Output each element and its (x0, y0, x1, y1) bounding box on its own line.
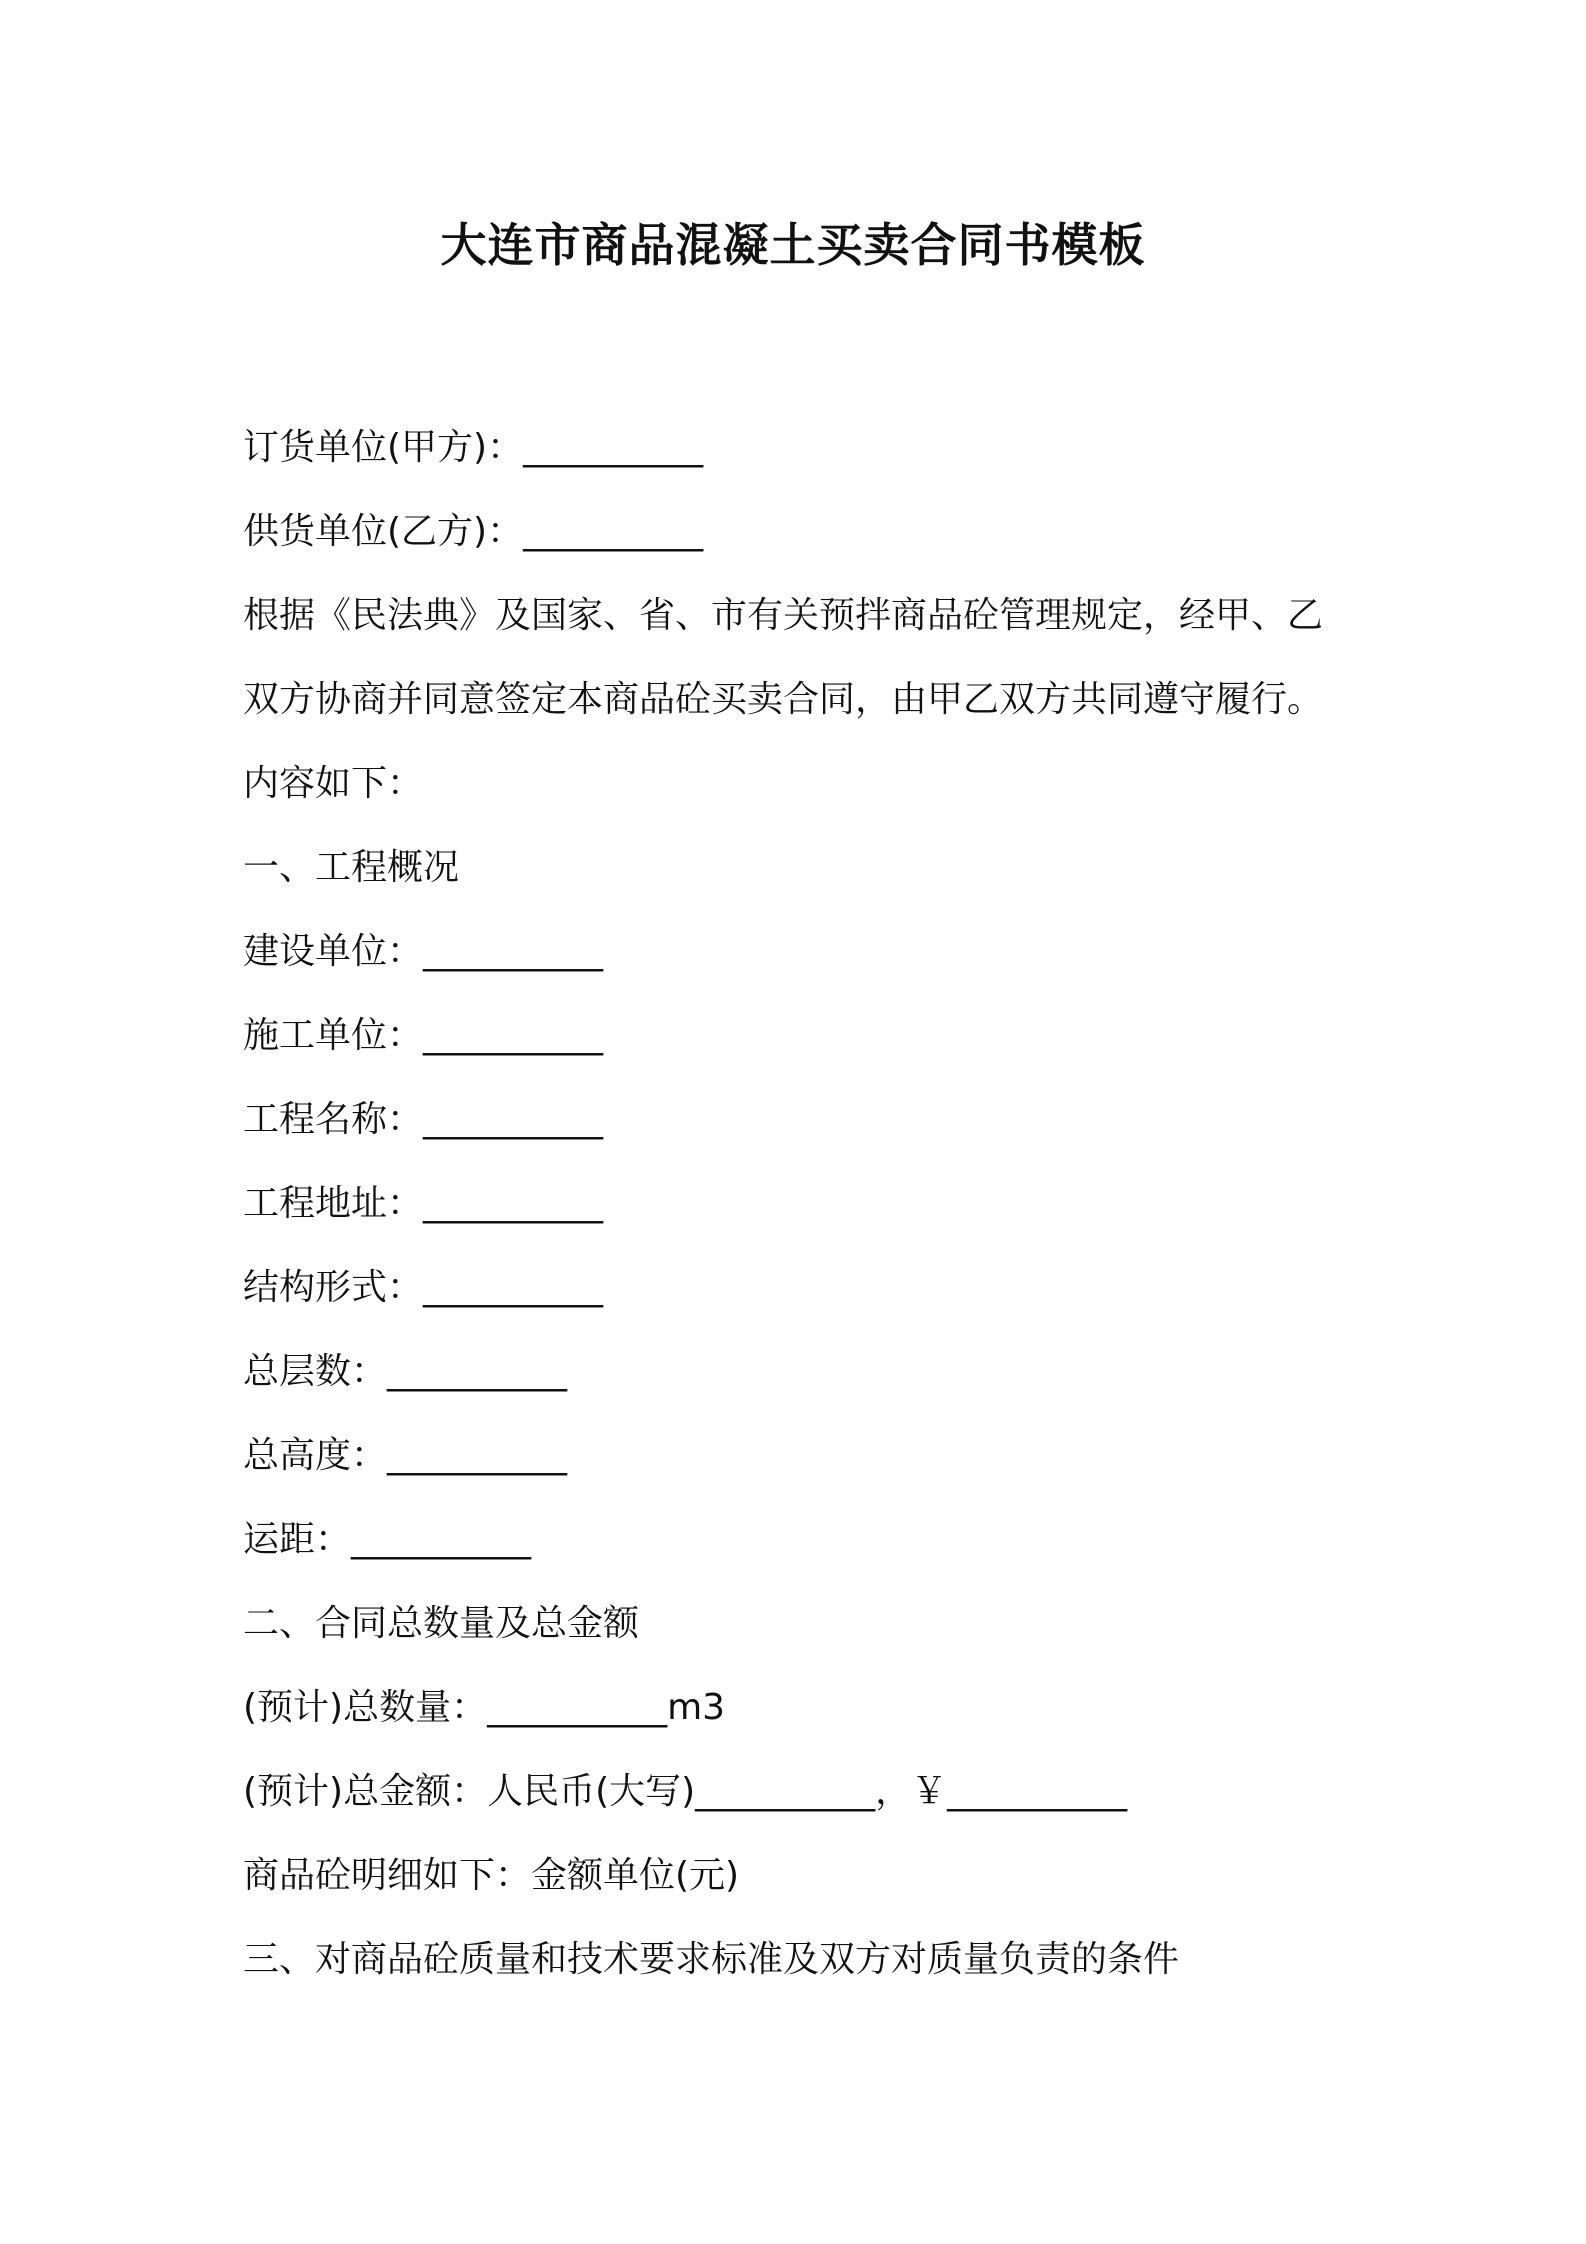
document-body (243, 406, 1363, 2002)
section-heading-3: 三、对商品砼质量和技术要求标准及双方对质量负责的条件 (243, 1939, 1180, 1980)
contractor-field: 施工单位：__________ (243, 1015, 604, 1056)
total-amount-field: (预计)总金额：人民币(大写)__________，￥__________ (243, 1771, 1128, 1812)
construction-owner-field: 建设单位：__________ (243, 931, 604, 972)
transport-distance-field: 运距：__________ (243, 1519, 532, 1560)
project-address-field: 工程地址：__________ (243, 1183, 604, 1224)
preamble-line-2: 双方协商并同意签定本商品砼买卖合同，由甲乙双方共同遵守履行。 (243, 679, 1324, 720)
total-quantity-field: (预计)总数量：__________m3 (243, 1687, 726, 1728)
supplier-field: 供货单位(乙方)：__________ (243, 511, 704, 552)
project-name-field: 工程名称：__________ (243, 1099, 604, 1140)
section-heading-1: 一、工程概况 (243, 847, 460, 888)
document-title: 大连市商品混凝土买卖合同书模板 (440, 218, 1146, 272)
total-height-field: 总高度：__________ (243, 1435, 568, 1476)
section-heading-2: 二、合同总数量及总金额 (243, 1603, 640, 1644)
concrete-details-note: 商品砼明细如下：金额单位(元) (243, 1855, 740, 1896)
buyer-field: 订货单位(甲方)：__________ (243, 427, 704, 468)
total-floors-field: 总层数：__________ (243, 1351, 568, 1392)
preamble-line-1: 根据《民法典》及国家、省、市有关预拌商品砼管理规定，经甲、乙 (243, 595, 1324, 636)
structure-type-field: 结构形式：__________ (243, 1267, 604, 1308)
content-intro: 内容如下： (243, 763, 424, 804)
